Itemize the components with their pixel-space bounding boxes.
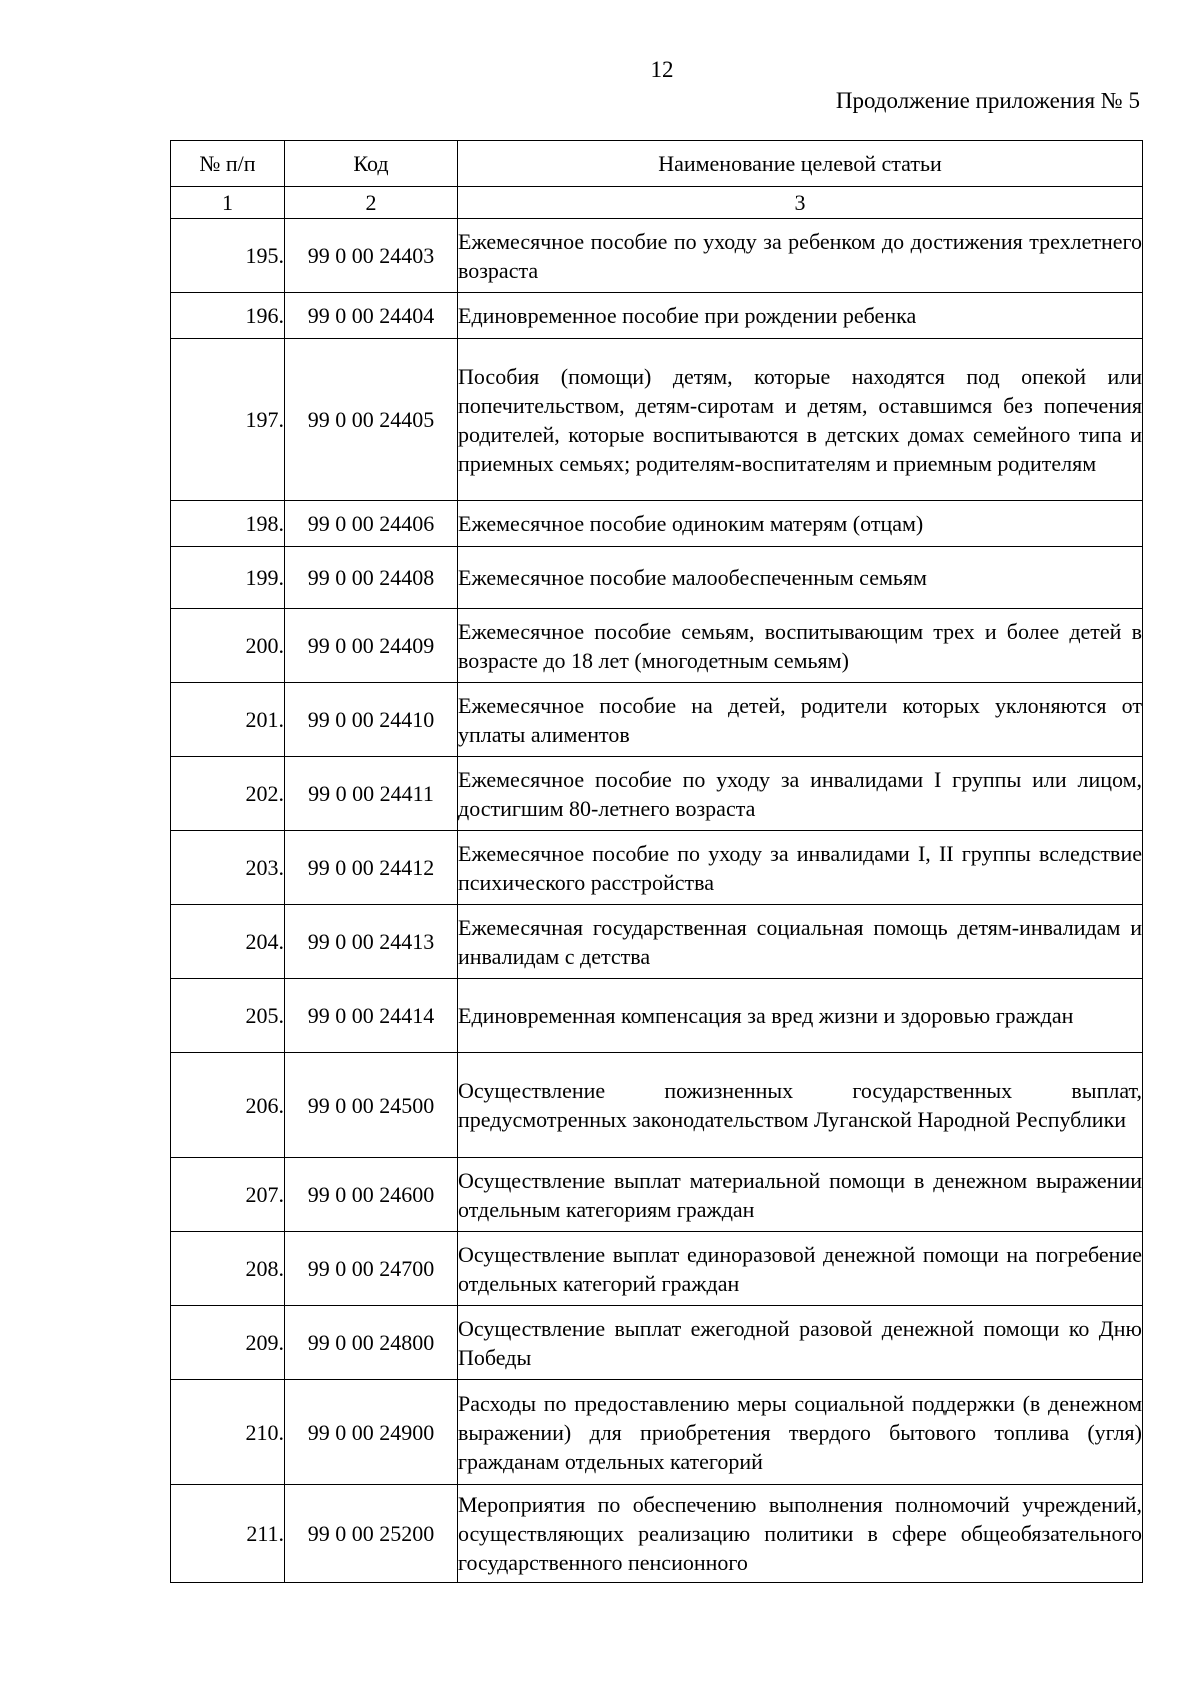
- row-name: Единовременное пособие при рождении ребенка: [458, 293, 1143, 339]
- column-header-code: Код: [285, 141, 458, 187]
- row-code: 99 0 00 24500: [285, 1053, 458, 1158]
- row-code: 99 0 00 24410: [285, 683, 458, 757]
- table-row: [171, 219, 1143, 293]
- row-code: 99 0 00 24900: [285, 1380, 458, 1485]
- table-row: [171, 1053, 1143, 1158]
- table-row: [171, 1306, 1143, 1380]
- row-code: 99 0 00 24800: [285, 1306, 458, 1380]
- row-name: Ежемесячное пособие на детей, родители которых уклоняются от уплаты алиментов: [458, 683, 1143, 757]
- table-row: [171, 501, 1143, 547]
- row-name: Пособия (помощи) детям, которые находятся под опекой или попечительством, детям-сиротам и детям, оставшимся без попечения родителей, которые воспитываются в детских домах семейного типа и приемных семьях; родителям-воспитателям и приемным родителям: [458, 339, 1143, 501]
- row-number: 207.: [171, 1158, 285, 1232]
- row-code: 99 0 00 24404: [285, 293, 458, 339]
- row-number: 211.: [171, 1485, 285, 1583]
- column-numbers-row: [171, 187, 1143, 219]
- row-number: 210.: [171, 1380, 285, 1485]
- appendix-continuation-title: Продолжение приложения № 5: [835, 88, 1140, 113]
- row-code: 99 0 00 24409: [285, 609, 458, 683]
- row-name: Ежемесячное пособие малообеспеченным семьям: [458, 547, 1143, 609]
- row-code: 99 0 00 24403: [285, 219, 458, 293]
- row-code: 99 0 00 24411: [285, 757, 458, 831]
- table-row: [171, 831, 1143, 905]
- row-name: Единовременная компенсация за вред жизни и здоровью граждан: [458, 979, 1143, 1053]
- row-name: Ежемесячное пособие семьям, воспитывающим трех и более детей в возрасте до 18 лет (многодетным семьям): [458, 609, 1143, 683]
- row-number: 202.: [171, 757, 285, 831]
- row-name: Осуществление выплат материальной помощи в денежном выражении отдельным категориям граждан: [458, 1158, 1143, 1232]
- row-name: Осуществление выплат ежегодной разовой денежной помощи ко Дню Победы: [458, 1306, 1143, 1380]
- row-number: 197.: [171, 339, 285, 501]
- row-name: Расходы по предоставлению меры социальной поддержки (в денежном выражении) для приобретения твердого бытового топлива (угля) гражданам отдельных категорий: [458, 1380, 1143, 1485]
- row-name: Осуществление выплат единоразовой денежной помощи на погребение отдельных категорий граждан: [458, 1232, 1143, 1306]
- row-code: 99 0 00 25200: [285, 1485, 458, 1583]
- table-row: [171, 609, 1143, 683]
- row-number: 203.: [171, 831, 285, 905]
- row-name: Ежемесячное пособие по уходу за инвалидами I группы или лицом, достигшим 80-летнего возраста: [458, 757, 1143, 831]
- row-name: Мероприятия по обеспечению выполнения полномочий учреждений, осуществляющих реализацию политики в сфере общеобязательного государственного пенсионного: [458, 1485, 1143, 1583]
- row-code: 99 0 00 24700: [285, 1232, 458, 1306]
- column-header-number: № п/п: [171, 141, 285, 187]
- row-code: 99 0 00 24408: [285, 547, 458, 609]
- column-number: 2: [285, 187, 458, 219]
- row-code: 99 0 00 24414: [285, 979, 458, 1053]
- table-row: [171, 339, 1143, 501]
- table-row: [171, 1485, 1143, 1583]
- table-row: [171, 547, 1143, 609]
- page-number: 12: [650, 57, 674, 82]
- table-row: [171, 905, 1143, 979]
- row-number: 199.: [171, 547, 285, 609]
- row-name: Осуществление пожизненных государственных выплат, предусмотренных законодательством Луганской Народной Республики: [458, 1053, 1143, 1158]
- row-number: 200.: [171, 609, 285, 683]
- row-number: 208.: [171, 1232, 285, 1306]
- row-code: 99 0 00 24413: [285, 905, 458, 979]
- table-row: [171, 979, 1143, 1053]
- row-number: 209.: [171, 1306, 285, 1380]
- row-code: 99 0 00 24412: [285, 831, 458, 905]
- row-name: Ежемесячное пособие по уходу за ребенком до достижения трехлетнего возраста: [458, 219, 1143, 293]
- row-name: Ежемесячная государственная социальная помощь детям-инвалидам и инвалидам с детства: [458, 905, 1143, 979]
- table-row: [171, 1232, 1143, 1306]
- row-number: 195.: [171, 219, 285, 293]
- row-code: 99 0 00 24600: [285, 1158, 458, 1232]
- table-row: [171, 757, 1143, 831]
- row-code: 99 0 00 24405: [285, 339, 458, 501]
- row-number: 196.: [171, 293, 285, 339]
- row-name: Ежемесячное пособие одиноким матерям (отцам): [458, 501, 1143, 547]
- column-header-name: Наименование целевой статьи: [458, 141, 1143, 187]
- row-name: Ежемесячное пособие по уходу за инвалидами I, II группы вследствие психического расстройства: [458, 831, 1143, 905]
- column-number: 3: [458, 187, 1143, 219]
- row-number: 206.: [171, 1053, 285, 1158]
- column-number: 1: [171, 187, 285, 219]
- row-number: 204.: [171, 905, 285, 979]
- row-number: 198.: [171, 501, 285, 547]
- table-row: [171, 683, 1143, 757]
- table-header-row: [171, 141, 1143, 187]
- row-number: 201.: [171, 683, 285, 757]
- target-articles-table: [170, 140, 1143, 1583]
- table-row: [171, 1158, 1143, 1232]
- row-code: 99 0 00 24406: [285, 501, 458, 547]
- table-row: [171, 1380, 1143, 1485]
- row-number: 205.: [171, 979, 285, 1053]
- table-row: [171, 293, 1143, 339]
